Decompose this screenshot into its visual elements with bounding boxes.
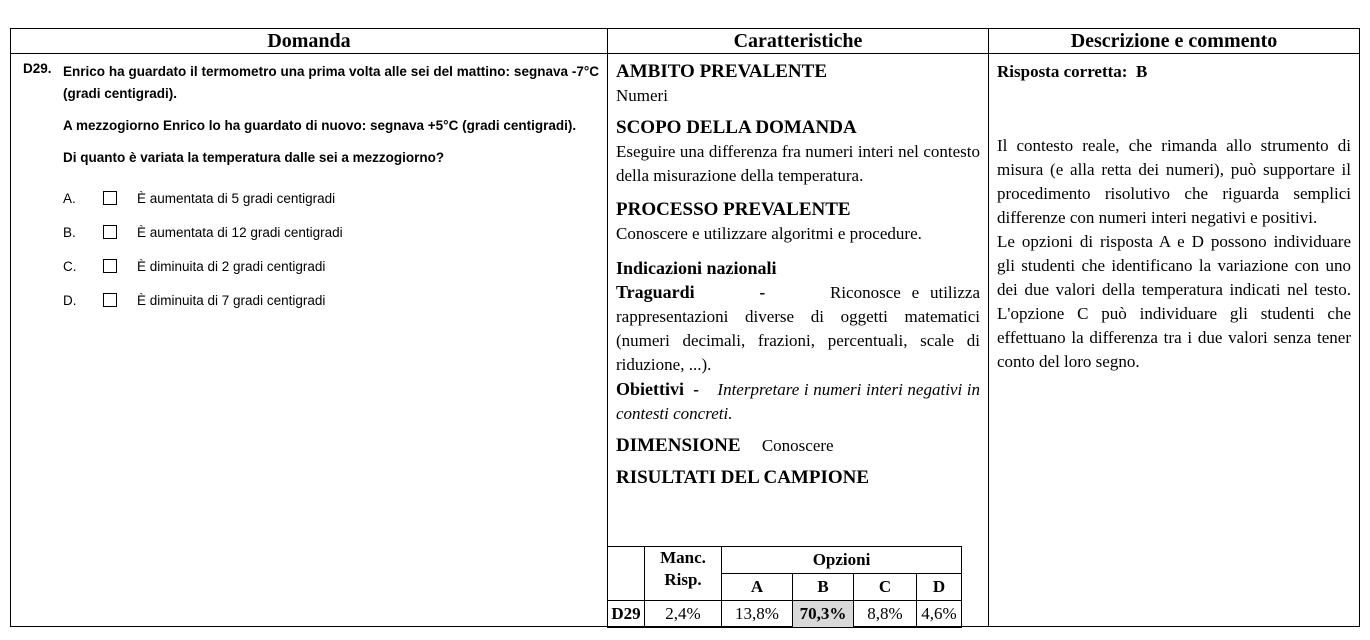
description-paragraph-2: Le opzioni di risposta A e D possono individuare gli studenti che identificano la variazione con uno dei due valori della temperatura indicati nel testo. L'opzione C può individuare gli studenti che effettuano la differenza tra i due valori senza tener conto del loro segno. (997, 232, 1351, 371)
ambito-value: Numeri (616, 86, 668, 105)
checkbox-b[interactable] (103, 225, 117, 239)
results-header-a: A (722, 574, 793, 601)
traguardi-separator: - (759, 283, 766, 302)
option-a[interactable] (63, 181, 599, 215)
option-c[interactable] (63, 249, 599, 283)
checkbox-d[interactable] (103, 293, 117, 307)
traguardi-value: Riconosce e utilizza rappresentazioni diverse di oggetti matematici (numeri decimali, frazioni, percentuali, scale di riduzione, ...). (616, 283, 980, 374)
question-paragraph-2: A mezzogiorno Enrico lo ha guardato di nuovo: segnava +5°C (gradi centigradi). (63, 118, 577, 133)
option-text: È aumentata di 5 gradi centigradi (137, 190, 336, 206)
option-letter: B. (63, 224, 76, 240)
scopo-value: Eseguire una differenza fra numeri interi nel contesto della misurazione della temperatura. (616, 142, 980, 185)
header-domanda: Domanda (11, 29, 608, 54)
traguardi-block (616, 280, 980, 377)
question-number: D29. (23, 61, 52, 76)
results-header-b: B (793, 574, 854, 601)
results-value-b-correct: 70,3% (793, 601, 854, 628)
scopo-title: SCOPO DELLA DOMANDA (616, 117, 857, 138)
processo-title: PROCESSO PREVALENTE (616, 199, 851, 220)
results-empty-corner (608, 547, 645, 601)
correct-answer-label: Risposta corretta: (997, 62, 1128, 81)
dimensione-value: Conoscere (761, 436, 834, 455)
option-text: È diminuita di 2 gradi centigradi (137, 258, 326, 274)
correct-answer (997, 60, 1351, 84)
results-manc-value: 2,4% (645, 601, 722, 628)
correct-answer-value: B (1135, 62, 1148, 81)
manc-line-1: Manc. (660, 548, 706, 567)
ambito-title: AMBITO PREVALENTE (616, 61, 827, 82)
results-value-c: 8,8% (854, 601, 917, 628)
indicazioni-title: Indicazioni nazionali (616, 258, 777, 278)
checkbox-a[interactable] (103, 191, 117, 205)
results-header-d: D (917, 574, 962, 601)
results-manc-header (645, 547, 722, 601)
question-paragraph-1: Enrico ha guardato il termometro una prima volta alle sei del mattino: segnava -7°C (gradi centigradi). (63, 64, 599, 101)
characteristics-cell (608, 54, 989, 627)
content-row (11, 54, 1360, 627)
results-value-d: 4,6% (917, 601, 962, 628)
results-row (608, 601, 962, 628)
obiettivi-value: Interpretare i numeri interi negativi in contesti concreti. (616, 380, 981, 423)
processo-value: Conoscere e utilizzare algoritmi e procedure. (616, 224, 922, 243)
header-row (11, 29, 1360, 54)
checkbox-c[interactable] (103, 259, 117, 273)
header-caratteristiche: Caratteristiche (608, 29, 989, 54)
manc-line-2: Risp. (664, 570, 702, 589)
dimensione-title: DIMENSIONE (616, 435, 741, 456)
results-opzioni-header: Opzioni (722, 547, 962, 574)
option-d[interactable] (63, 283, 599, 317)
option-text: È aumentata di 12 gradi centigradi (137, 224, 343, 240)
option-text: È diminuita di 7 gradi centigradi (137, 292, 326, 308)
risultati-title: RISULTATI DEL CAMPIONE (616, 467, 870, 488)
question-text (63, 61, 599, 317)
description-paragraph-1: Il contesto reale, che rimanda allo strumento di misura (e alla retta dei numeri), può supportare il procedimento risolutivo che riguarda semplici differenze con numeri interi negativi e positivi. (997, 136, 1351, 227)
description-cell (989, 54, 1360, 627)
option-b[interactable] (63, 215, 599, 249)
obiettivi-block (616, 377, 980, 426)
header-descrizione: Descrizione e commento (989, 29, 1360, 54)
option-letter: D. (63, 292, 77, 308)
obiettivi-label: Obiettivi (616, 379, 684, 399)
results-row-label: D29 (608, 601, 645, 628)
question-paragraph-3: Di quanto è variata la temperatura dalle sei a mezzogiorno? (63, 150, 445, 165)
question-page (10, 28, 1359, 624)
question-table (10, 28, 1360, 627)
traguardi-label: Traguardi (616, 282, 695, 302)
results-value-a: 13,8% (722, 601, 793, 628)
option-letter: C. (63, 258, 77, 274)
results-table (607, 546, 962, 628)
results-header-c: C (854, 574, 917, 601)
obiettivi-separator: - (693, 380, 699, 399)
question-cell (11, 54, 608, 627)
option-letter: A. (63, 190, 76, 206)
